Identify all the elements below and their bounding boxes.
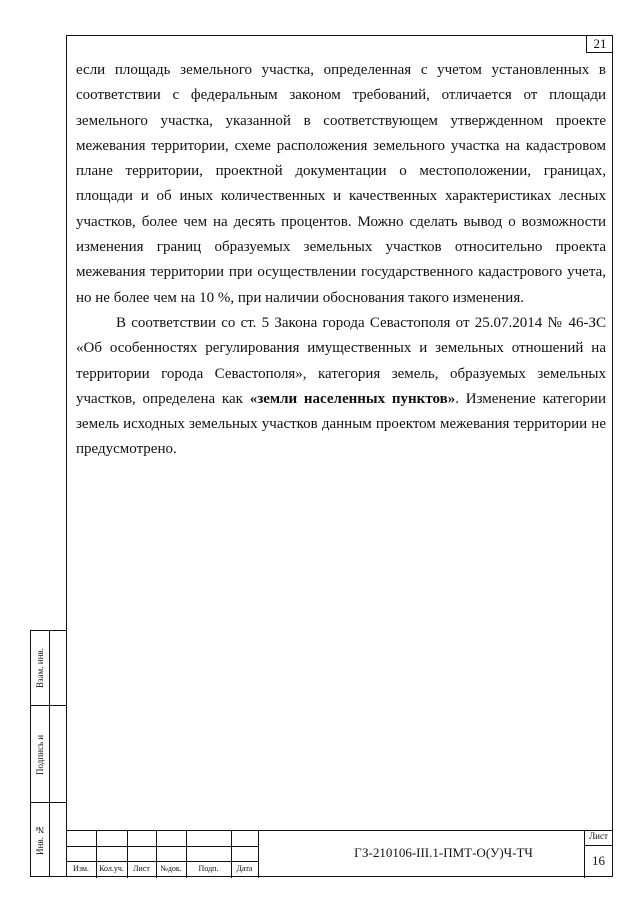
- top-page-number: 21: [586, 35, 613, 53]
- stamp-label-podpis: Подпись и: [35, 734, 45, 775]
- col-list: Лист: [133, 864, 150, 873]
- title-block: [66, 830, 613, 877]
- col-izm: Изм.: [73, 864, 89, 873]
- col-data: Дата: [236, 864, 253, 873]
- col-koluch: Кол.уч.: [99, 864, 124, 873]
- margin-stamp-strip: [30, 630, 66, 877]
- land-category: «земли населенных пунктов»: [249, 390, 456, 407]
- col-podp: Подп.: [198, 864, 219, 873]
- sheet-label: Лист: [589, 831, 608, 841]
- paragraph-2: [76, 311, 606, 463]
- document-body: [76, 58, 606, 463]
- paragraph-2-start: В соответствии со ст. 5 Закона города Севастополя от 25.07.2014 № 46-ЗС «Об особенностях регулирования имущественных и земельных отношений на территории города Севастополя», категория земель, образуемых земельных участков, определена как: [76, 314, 606, 407]
- col-ndok: №док.: [160, 864, 182, 873]
- stamp-label-vzam: Взам. инв.: [35, 648, 45, 689]
- stamp-cell-vzam: [31, 631, 66, 706]
- document-code: ГЗ-210106-III.1-ПМТ-О(У)Ч-ТЧ: [354, 845, 533, 860]
- stamp-label-inv: Инв. №: [35, 824, 45, 855]
- sheet-number: 16: [592, 853, 605, 868]
- paragraph-1: если площадь земельного участка, определенная с учетом установленных в соответствии с федеральным законом требований, отличается от площади земельного участка, указанной в соответствующем утвержденном проекте межевания территории, схеме расположения земельного участка на кадастровом плане территории, проектной документации о местоположении, границах, площади и об иных количественных и качественных характеристиках лесных участков, более чем на десять процентов. Можно сделать вывод о возможности изменения границ образуемых земельных участков относительно проекта межевания территории при осуществлении государственного кадастрового учета, но не более чем на 10 %, при наличии обоснования такого изменения.: [76, 62, 606, 306]
- stamp-cell-inv: [31, 803, 66, 876]
- stamp-cell-podpis: [31, 706, 66, 803]
- paragraph-2-end: . Изменение категории земель исходных земельных участков данным проектом межевания территории не предусмотрено.: [76, 390, 606, 458]
